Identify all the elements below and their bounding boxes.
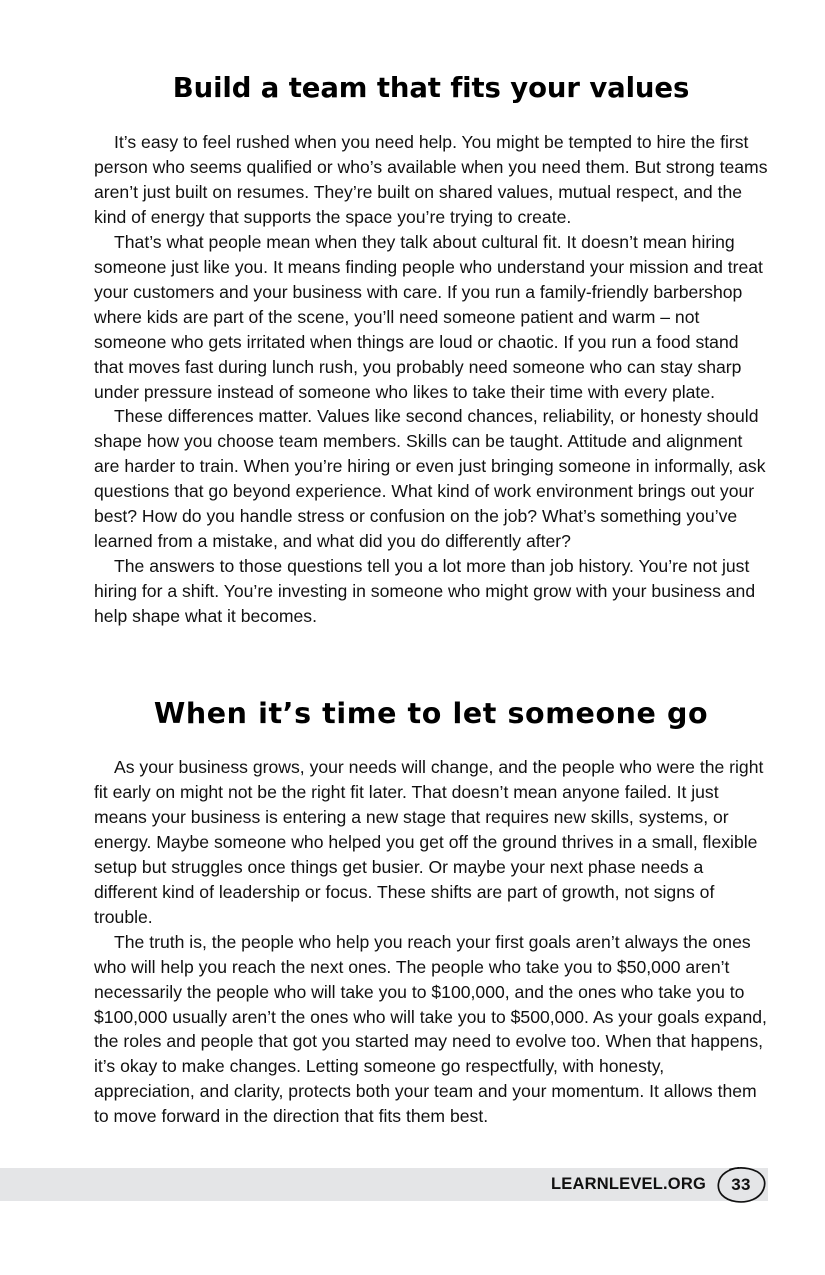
- section-heading-build-a-team: Build a team that fits your values: [172, 72, 690, 104]
- paragraph: The answers to those questions tell you a lot more than job history. You’re not just hiring for a shift. You’re investing in someone who might grow with your business and help shape what it becomes.: [94, 556, 756, 627]
- paragraph: It’s easy to feel rushed when you need help. You might be tempted to hire the first person who seems qualified or who’s available when you need them. But strong teams aren’t just built on resumes. They’re built on shared values, mutual respect, and the kind of energy that supports the space you’re trying to create.: [94, 132, 768, 227]
- footer: [0, 1168, 790, 1201]
- paragraph: That’s what people mean when they talk about cultural fit. It doesn’t mean hiring someone just like you. It means finding people who understand your mission and treat your customers and your business with care. If you run a family-friendly barbershop where kids are part of the scene, you’ll need someone patient and warm – not someone who gets irritated when things are loud or chaotic. If you run a food stand that moves fast during lunch rush, you probably need someone who can stay sharp under pressure instead of someone who likes to take their time with every plate.: [94, 231, 763, 402]
- section-heading-wrapper-2: [94, 698, 768, 729]
- section-heading-when-its-time-to-let-someone-go: When it’s time to let someone go: [153, 697, 709, 730]
- paragraph: The truth is, the people who help you reach your first goals aren’t always the ones who will help you reach the next ones. The people who take you to $50,000 aren’t necessarily the people who will take you to $100,000, and the ones who take you to $100,000 usually aren’t the ones who will take you to $500,000. As your goals expand, the roles and people that got you started may need to evolve too. When that happens, it’s okay to make changes. Letting someone go respectfully, with honesty, appreciation, and clarity, protects both your team and your momentum. It allows them to move forward in the direction that fits them best.: [94, 931, 767, 1127]
- section-body-1: [94, 130, 768, 629]
- section-body-2: [94, 755, 768, 1129]
- paragraph: These differences matter. Values like second chances, reliability, or honesty should shape how you choose team members. Skills can be taught. Attitude and alignment are harder to train. When you’re hiring or even just bringing someone in informally, ask questions that go beyond experience. What kind of work environment brings out your best? How do you handle stress or confusion on the job? What’s something you’ve learned from a mistake, and what did you do differently after?: [94, 406, 766, 552]
- section-heading-wrapper-1: [94, 73, 768, 103]
- page-number-badge: [716, 1165, 768, 1205]
- page-number: 33: [731, 1174, 751, 1194]
- paragraph: As your business grows, your needs will change, and the people who were the right fit early on might not be the right fit later. That doesn’t mean anyone failed. It just means your business is entering a new stage that requires new skills, systems, or energy. Maybe someone who helped you get off the ground thrives in a small, flexible setup but struggles once things get busier. Or maybe your next phase needs a different kind of leadership or focus. These shifts are part of growth, not signs of trouble.: [94, 757, 764, 927]
- footer-site-name: LEARNLEVEL.ORG: [551, 1175, 706, 1193]
